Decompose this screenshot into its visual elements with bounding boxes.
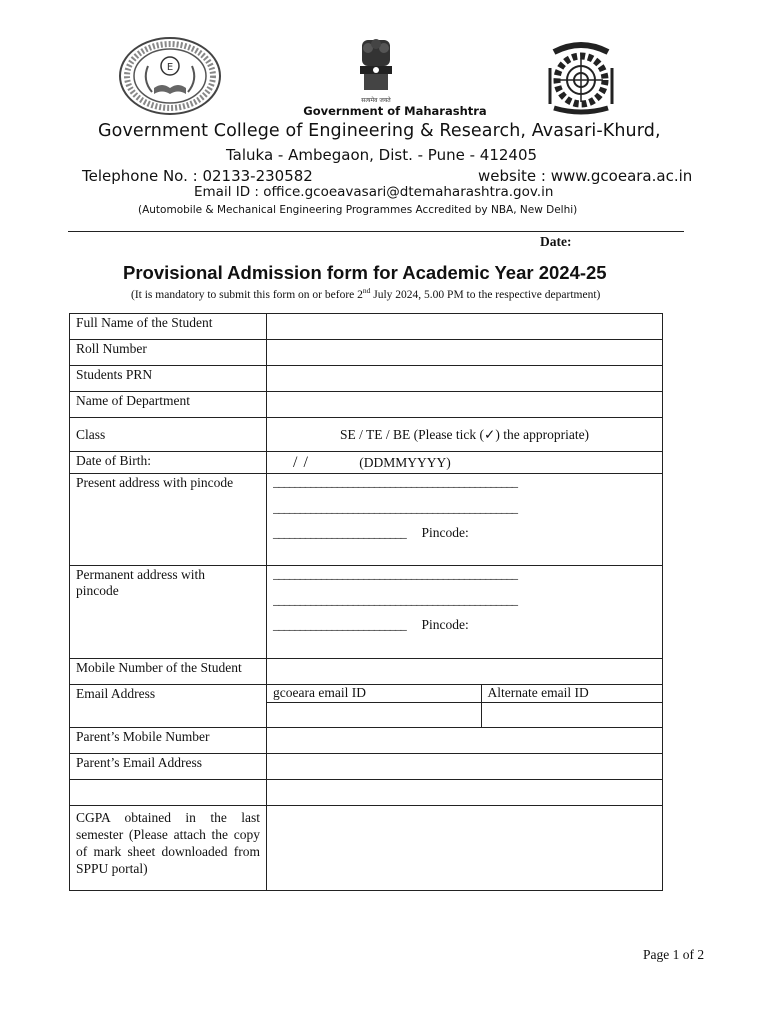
form-row-cgpa bbox=[70, 806, 663, 891]
class-label: Class bbox=[70, 418, 267, 452]
national-emblem-logo bbox=[352, 34, 400, 106]
form-subtitle bbox=[131, 286, 600, 301]
full-name-label: Full Name of the Student bbox=[70, 314, 267, 340]
mobile-label: Mobile Number of the Student bbox=[70, 659, 267, 685]
page-number: Page 1 of 2 bbox=[643, 947, 705, 962]
form-row-prn bbox=[70, 366, 663, 392]
email-label: Email Address bbox=[70, 685, 267, 728]
website-link: website : www.gcoeara.ac.in bbox=[478, 167, 693, 185]
header-divider bbox=[68, 231, 684, 232]
permanent-address-line-2: ______________________________________________ bbox=[273, 592, 517, 607]
date-label: Date: bbox=[540, 234, 572, 249]
blank-field[interactable] bbox=[267, 780, 663, 806]
permanent-address-label bbox=[70, 566, 267, 659]
present-pincode-label: Pincode: bbox=[421, 525, 469, 540]
form-title: Provisional Admission form for Academic Year 2024-25 bbox=[123, 262, 607, 283]
permanent-address-pincode-row bbox=[273, 617, 662, 633]
present-address-label: Present address with pincode bbox=[70, 474, 267, 566]
cgpa-label: CGPA obtained in the last semester (Please attach the copy of mark sheet downloaded from SPPU portal) bbox=[70, 806, 267, 891]
college-name: Government College of Engineering & Research, Avasari-Khurd, bbox=[98, 121, 661, 141]
permanent-address-label-line-2: pincode bbox=[76, 583, 119, 598]
subtitle-superscript: nd bbox=[362, 286, 371, 295]
form-row-roll-number bbox=[70, 340, 663, 366]
form-row-permanent-address bbox=[70, 566, 663, 659]
department-label: Name of Department bbox=[70, 392, 267, 418]
permanent-address-line-3: _________________________ bbox=[273, 617, 406, 632]
government-label: Government of Maharashtra bbox=[303, 104, 487, 118]
form-row-parent-email bbox=[70, 754, 663, 780]
form-row-class bbox=[70, 418, 663, 452]
emblem-motto: सत्यमेव जयते bbox=[361, 97, 391, 104]
form-row-dob bbox=[70, 452, 663, 474]
class-options[interactable]: SE / TE / BE (Please tick (✓) the appropriate) bbox=[267, 418, 663, 452]
present-address-line-3: _________________________ bbox=[273, 525, 406, 540]
form-row-full-name bbox=[70, 314, 663, 340]
admission-form-table bbox=[69, 313, 663, 891]
cgpa-field[interactable] bbox=[267, 806, 663, 891]
permanent-address-label-line-1: Permanent address with bbox=[76, 567, 205, 582]
dob-slashes: / / bbox=[293, 454, 308, 471]
permanent-address-field[interactable] bbox=[267, 566, 663, 659]
full-name-field[interactable] bbox=[267, 314, 663, 340]
form-row-parent-mobile bbox=[70, 728, 663, 754]
email-subtable bbox=[267, 685, 662, 727]
college-email: Email ID : office.gcoeavasari@dtemaharashtra.gov.in bbox=[194, 184, 554, 200]
gcoeara-email-field[interactable] bbox=[267, 702, 481, 727]
dob-label: Date of Birth: bbox=[70, 452, 267, 474]
subtitle-text-end: July 2024, 5.00 PM to the respective department) bbox=[370, 288, 601, 301]
roll-number-field[interactable] bbox=[267, 340, 663, 366]
mobile-field[interactable] bbox=[267, 659, 663, 685]
present-address-line-2: ______________________________________________ bbox=[273, 500, 517, 515]
department-field[interactable] bbox=[267, 392, 663, 418]
parent-mobile-field[interactable] bbox=[267, 728, 663, 754]
gcoeara-email-label: gcoeara email ID bbox=[267, 685, 481, 702]
roll-number-label: Roll Number bbox=[70, 340, 267, 366]
form-row-email bbox=[70, 685, 663, 728]
dob-format: (DDMMYYYY) bbox=[359, 455, 451, 470]
telephone-number: Telephone No. : 02133-230582 bbox=[82, 167, 313, 185]
blank-label-cell bbox=[70, 780, 267, 806]
accreditation-note: (Automobile & Mechanical Engineering Programmes Accredited by NBA, New Delhi) bbox=[138, 204, 578, 216]
parent-email-field[interactable] bbox=[267, 754, 663, 780]
alternate-email-label: Alternate email ID bbox=[481, 685, 662, 702]
alternate-email-field[interactable] bbox=[481, 702, 662, 727]
dob-field[interactable] bbox=[267, 452, 663, 474]
subtitle-text: (It is mandatory to submit this form on or before 2 bbox=[131, 288, 363, 301]
prn-label: Students PRN bbox=[70, 366, 267, 392]
present-address-pincode-row bbox=[273, 525, 662, 541]
form-row-mobile bbox=[70, 659, 663, 685]
form-row-blank bbox=[70, 780, 663, 806]
parent-email-label: Parent’s Email Address bbox=[70, 754, 267, 780]
present-address-field[interactable] bbox=[267, 474, 663, 566]
parent-mobile-label: Parent’s Mobile Number bbox=[70, 728, 267, 754]
present-address-line-1: ______________________________________________ bbox=[273, 474, 517, 489]
form-row-present-address bbox=[70, 474, 663, 566]
permanent-pincode-label: Pincode: bbox=[421, 617, 469, 632]
prn-field[interactable] bbox=[267, 366, 663, 392]
college-address: Taluka - Ambegaon, Dist. - Pune - 412405 bbox=[226, 146, 538, 164]
email-fields bbox=[267, 685, 663, 728]
form-row-department bbox=[70, 392, 663, 418]
svg-text:E: E bbox=[166, 62, 174, 73]
permanent-address-line-1: ______________________________________________ bbox=[273, 566, 517, 581]
